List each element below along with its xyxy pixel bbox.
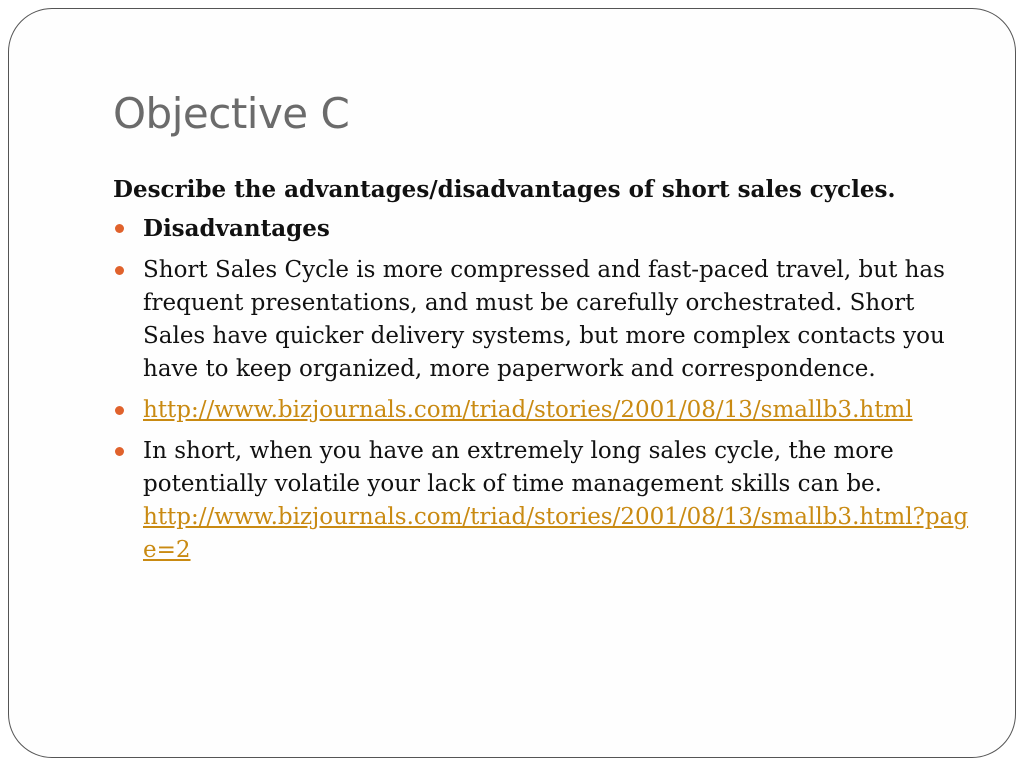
bullet-dot-icon <box>115 266 124 275</box>
bullet-item-disadvantages <box>113 212 973 246</box>
bullet-dot-icon <box>115 447 124 456</box>
bullet-text: In short, when you have an extremely long sales cycle, the more potentially volatile your lack of time management skills can be. <box>143 438 894 497</box>
bizjournals-link[interactable]: http://www.bizjournals.com/triad/stories/2001/08/13/smallb3.html <box>143 397 913 423</box>
bullet-item-link <box>113 394 973 427</box>
bullet-item-in-short <box>113 435 973 567</box>
bullet-dot-icon <box>115 224 124 233</box>
intro-text: Describe the advantages/disadvantages of short sales cycles. <box>113 176 896 203</box>
bullet-text: Short Sales Cycle is more compressed and fast-paced travel, but has frequent presentations, and must be carefully orchestrated. Short Sales have quicker delivery systems, but more complex contacts you have to keep organized, more paperwork and correspondence. <box>143 257 945 382</box>
bullet-item-short-sales-cycle <box>113 254 973 386</box>
bullet-list <box>113 212 973 567</box>
bullet-text: Disadvantages <box>143 215 330 242</box>
slide-title: Objective C <box>113 89 350 138</box>
bizjournals-page2-link[interactable]: http://www.bizjournals.com/triad/stories/2001/08/13/smallb3.html?page=2 <box>143 504 969 563</box>
bullet-dot-icon <box>115 406 124 415</box>
slide-body <box>113 173 973 575</box>
slide <box>8 8 1016 758</box>
